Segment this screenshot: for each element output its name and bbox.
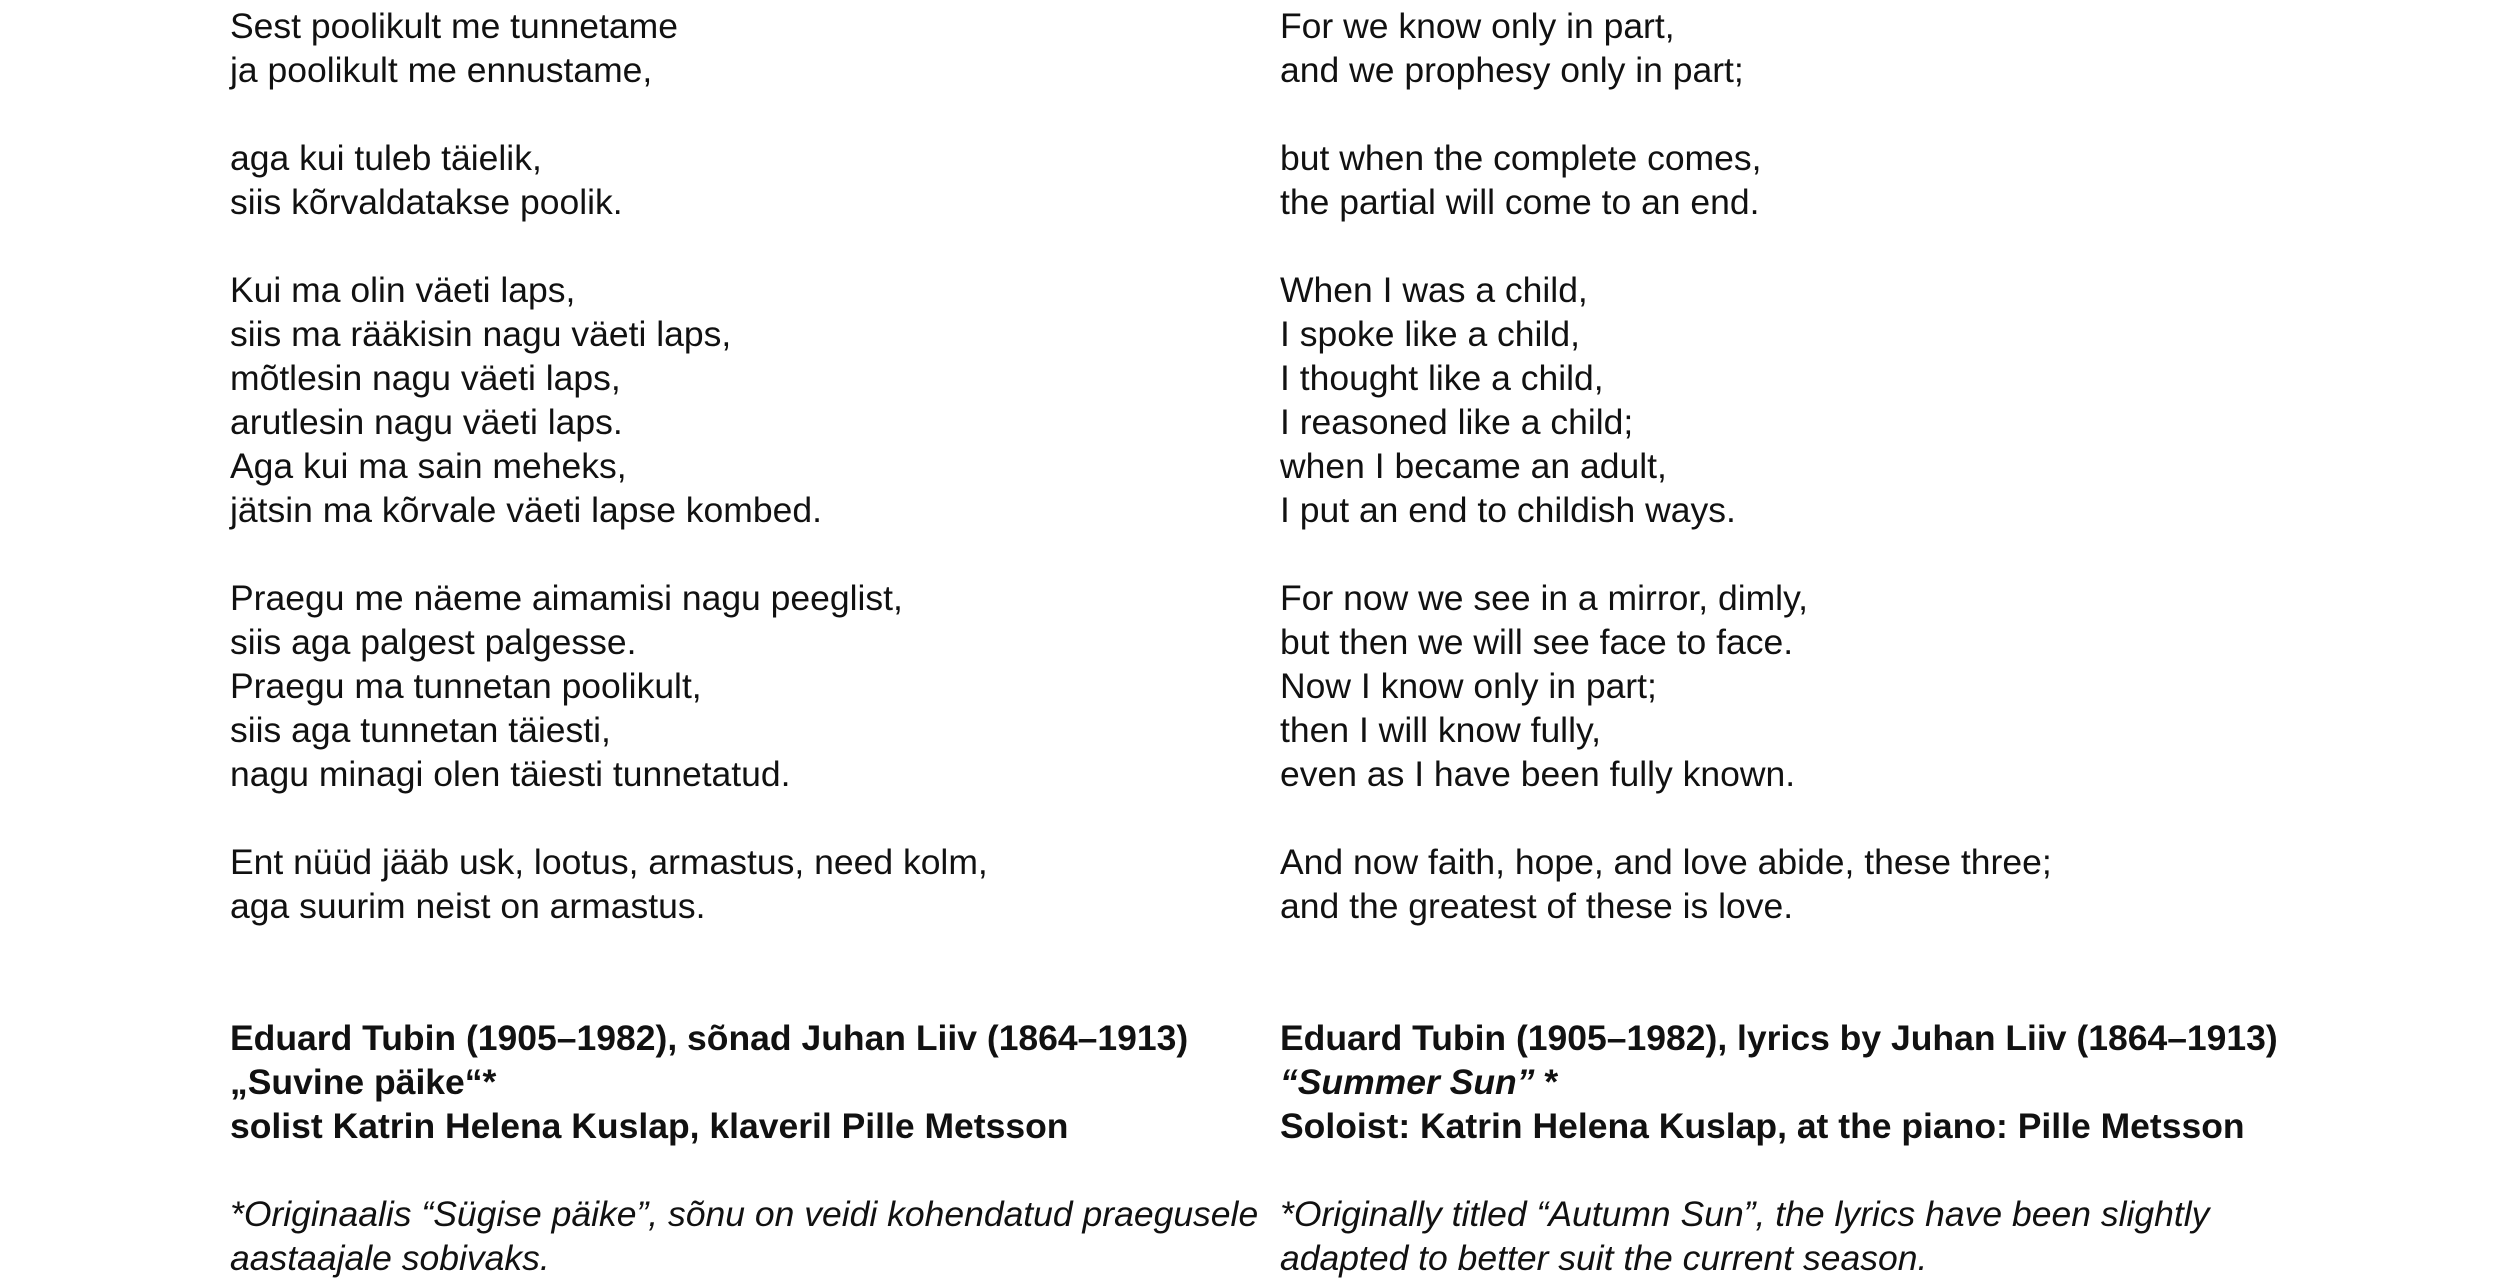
stanza-2 [230, 136, 1270, 224]
song-title: „Suvine päike“* [230, 1062, 497, 1102]
verse-line: but then we will see face to face. [1280, 622, 1794, 662]
verse-line: mõtlesin nagu väeti laps, [230, 358, 621, 398]
footnote-line: aastaajale sobivaks. [230, 1238, 550, 1278]
verse-line: Ent nüüd jääb usk, lootus, armastus, need kolm, [230, 842, 988, 882]
credits-block [1280, 1016, 2320, 1148]
verse-line: aga kui tuleb täielik, [230, 138, 542, 178]
stanza-4 [230, 576, 1270, 796]
verse-line: When I was a child, [1280, 270, 1588, 310]
verse-line: aga suurim neist on armastus. [230, 886, 706, 926]
verse-line: I spoke like a child, [1280, 314, 1580, 354]
verse-line: Aga kui ma sain meheks, [230, 446, 627, 486]
verse-line: Sest poolikult me tunnetame [230, 6, 678, 46]
verse-line: And now faith, hope, and love abide, these three; [1280, 842, 2052, 882]
footnote-line: *Originally titled “Autumn Sun”, the lyrics have been slightly [1280, 1194, 2210, 1234]
verse-line: siis ma rääkisin nagu väeti laps, [230, 314, 732, 354]
estonian-column [230, 4, 1270, 1280]
stanza-5 [230, 840, 1270, 928]
footnote-line: *Originaalis “Sügise päike”, sõnu on veidi kohendatud praegusele [230, 1194, 1259, 1234]
song-title-line [1280, 1060, 2320, 1104]
verse-line: Praegu me näeme aimamisi nagu peeglist, [230, 578, 903, 618]
stanza-4 [1280, 576, 2320, 796]
credits-block [230, 1016, 1270, 1148]
song-title: “Summer Sun” [1280, 1062, 1535, 1102]
stanza-1 [230, 4, 1270, 92]
verse-line: Now I know only in part; [1280, 666, 1657, 706]
verse-line: and the greatest of these is love. [1280, 886, 1794, 926]
performers-credit: solist Katrin Helena Kuslap, klaveril Pille Metsson [230, 1106, 1069, 1146]
verse-line: Praegu ma tunnetan poolikult, [230, 666, 702, 706]
stanza-3 [1280, 268, 2320, 532]
verse-line: siis aga palgest palgesse. [230, 622, 637, 662]
verse-line: I thought like a child, [1280, 358, 1604, 398]
verse-line: For now we see in a mirror, dimly, [1280, 578, 1809, 618]
stanza-1 [1280, 4, 2320, 92]
performers-credit: Soloist: Katrin Helena Kuslap, at the piano: Pille Metsson [1280, 1106, 2245, 1146]
verse-line: I put an end to childish ways. [1280, 490, 1736, 530]
verse-line: nagu minagi olen täiesti tunnetatud. [230, 754, 791, 794]
verse-line: even as I have been fully known. [1280, 754, 1796, 794]
verse-line: then I will know fully, [1280, 710, 1601, 750]
verse-line: Kui ma olin väeti laps, [230, 270, 576, 310]
verse-line: For we know only in part, [1280, 6, 1675, 46]
verse-line: siis kõrvaldatakse poolik. [230, 182, 623, 222]
composer-credit: Eduard Tubin (1905–1982), sõnad Juhan Liiv (1864–1913) [230, 1018, 1189, 1058]
verse-line: ja poolikult me ennustame, [230, 50, 653, 90]
footnote-line: adapted to better suit the current season. [1280, 1238, 1928, 1278]
stanza-3 [230, 268, 1270, 532]
footnote [1280, 1192, 2320, 1280]
verse-line: when I became an adult, [1280, 446, 1667, 486]
song-title-asterisk: * [1534, 1062, 1559, 1102]
verse-line: arutlesin nagu väeti laps. [230, 402, 623, 442]
stanza-2 [1280, 136, 2320, 224]
composer-credit: Eduard Tubin (1905–1982), lyrics by Juhan Liiv (1864–1913) [1280, 1018, 2278, 1058]
stanza-5 [1280, 840, 2320, 928]
verse-line: but when the complete comes, [1280, 138, 1762, 178]
english-column [1280, 4, 2320, 1280]
verse-line: the partial will come to an end. [1280, 182, 1760, 222]
footnote [230, 1192, 1270, 1280]
verse-line: siis aga tunnetan täiesti, [230, 710, 611, 750]
verse-line: jätsin ma kõrvale väeti lapse kombed. [230, 490, 822, 530]
verse-line: I reasoned like a child; [1280, 402, 1634, 442]
verse-line: and we prophesy only in part; [1280, 50, 1744, 90]
